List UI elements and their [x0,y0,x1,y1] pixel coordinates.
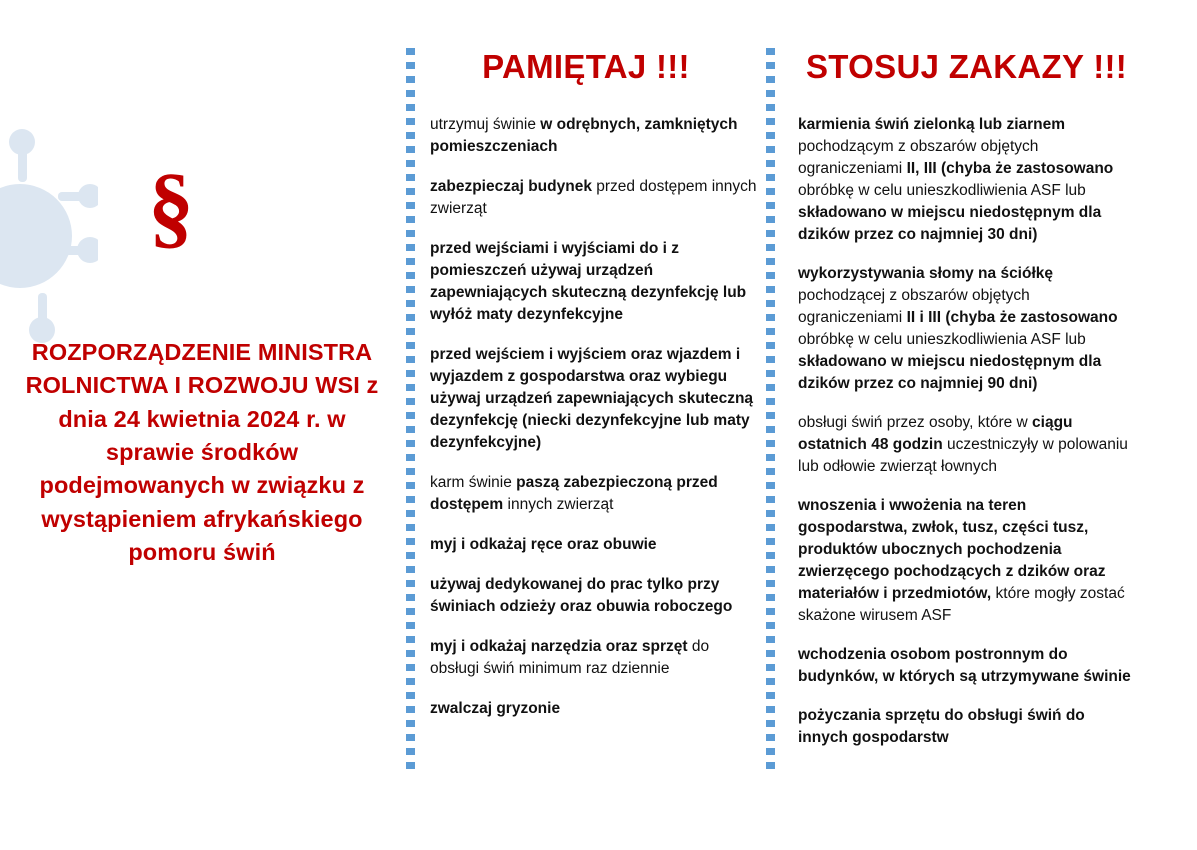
list-item: zabezpieczaj budynek przed dostępem innych zwierząt [430,178,757,217]
regulation-title: ROZPORZĄDZENIE MINISTRA ROLNICTWA I ROZWOJU WSI z dnia 24 kwietnia 2024 r. w sprawie środków podejmowanych w związku z wystąpieniem afrykańskiego pomoru świń [25,339,379,566]
prohibitions-heading: STOSUJ ZAKAZY !!! [806,48,1128,85]
left-column [0,0,395,850]
dotted-divider-right [766,48,775,773]
list-item: przed wejściami i wyjściami do i z pomieszczeń używaj urządzeń zapewniających skuteczną dezynfekcję lub wyłóż maty dezynfekcyjne [430,240,747,323]
virus-particle-icon [0,118,98,348]
list-item: zwalczaj gryzonie [430,700,561,717]
list-item: przed wejściem i wyjściem oraz wjazdem i wyjazdem z gospodarstwa oraz wybiegu używaj urządzeń zapewniających skuteczną dezynfekcję (niecki dezynfekcyjne lub maty dezynfekcyjne) [430,346,754,451]
list-item: wnoszenia i wwożenia na teren gospodarstwa, zwłok, tusz, części tusz, produktów ubocznych pochodzenia zwierzęcego pochodzących z dzików oraz materiałów i przedmiotów, które mogły zostać skażone wirusem ASF [798,497,1125,624]
list-item: wykorzystywania słomy na ściółkę pochodzącej z obszarów objętych ograniczeniami II i III (chyba że zastosowano obróbkę w celu unieszkodliwienia ASF lub składowano w miejscu niedostępnym dla dzików przez co najmniej 90 dni) [798,265,1118,392]
list-item: karmienia świń zielonką lub ziarnem pochodzącym z obszarów objętych ograniczeniami II, III (chyba że zastosowano obróbkę w celu unieszkodliwienia ASF lub składowano w miejscu niedostępnym dla dzików przez co najmniej 30 dni) [798,116,1114,243]
list-item: myj i odkażaj narzędzia oraz sprzęt do obsługi świń minimum raz dziennie [430,638,710,677]
prohibitions-column [798,48,1138,749]
remember-list [430,114,760,720]
dotted-divider-left [406,48,415,773]
list-item: karm świnie paszą zabezpieczoną przed dostępem innych zwierząt [430,474,718,513]
list-item: wchodzenia osobom postronnym do budynków, w których są utrzymywane świnie [798,646,1131,685]
list-item: utrzymuj świnie w odrębnych, zamkniętych pomieszczeniach [430,116,738,155]
paragraph-symbol: § [148,155,194,257]
list-item: myj i odkażaj ręce oraz obuwie [430,536,657,553]
list-item: pożyczania sprzętu do obsługi świń do innych gospodarstw [798,707,1085,746]
remember-heading: PAMIĘTAJ !!! [482,48,690,85]
remember-column [430,48,760,720]
prohibitions-list [798,114,1138,749]
list-item: obsługi świń przez osoby, które w ciągu ostatnich 48 godzin uczestniczyły w polowaniu lub odłowie zwierząt łownych [798,414,1128,475]
list-item: używaj dedykowanej do prac tylko przy świniach odzieży oraz obuwia roboczego [430,576,733,615]
